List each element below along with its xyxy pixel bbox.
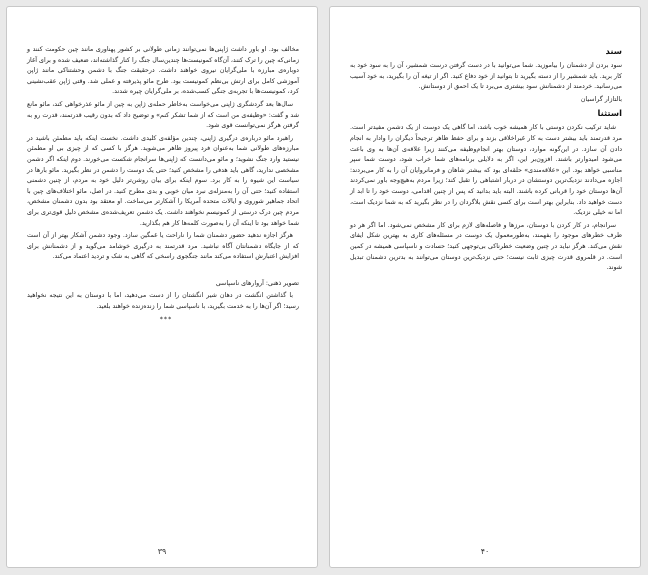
quote-author: بالتازار گراسیان	[580, 95, 622, 103]
left-page	[6, 6, 318, 568]
page-number: ۴۰	[480, 547, 490, 556]
right-page	[329, 6, 641, 568]
paragraph: شاید ترکیب نکردن دوستی با کار همیشه خوب باشد، اما گاهی یک دوست از یک دشمن مفیدتر است. مرد قدرتمند باید بیشتر دست به کار غیراخلاقی بزند و برای حفظ ظاهر ترجیحاً دیگران را وادار به انجام دادن آن سازد. در این‌گونه موارد، دوستان بهتر انجام‌وظیفه می‌کنند زیرا علاقه‌ی آن‌ها به وی باعث می‌شود امیدوارتر باشند. افزون‌بر این، اگر به دلایلی برنامه‌های شما خراب شود، دوست شما سپر مناسبی خواهد بود. این «علاقه‌مندی» حلقه‌ای بود که بیشتر شاهان و فرمانروایان آن را به کار می‌بردند: اجازه می‌دادند نزدیک‌ترین دوستشان در دربار اشتباهی را تقبل کند؛ زیرا مردم به‌هیچ‌وجه باور نمی‌کردند آن‌ها دوستان خود را قربانی کرده باشند. البته باید بدانید که پس از چنین اقدامی، دوست خود را تا ابد از دست خواهید داد. بنابراین بهتر است برای کسی نقش بلاگردان را در نظر بگیرید که به شما نزدیک است، اما نه خیلی نزدیک.	[350, 124, 622, 217]
right-page-content	[350, 45, 622, 276]
paragraph: هرگز اجازه ندهید حضور دشمنان شما را ناراحت یا غمگین سازد. وجود دشمن آشکار بهتر از آن است که از جایگاه دشمنانتان آگاه نباشید. مرد قدرتمند به درگیری خوشامد می‌گوید و از دشمنانش برای افزایش اعتبارش استفاده می‌کند مانند جنگجوی راسخی که گاهی به شک و تردید اعتماد می‌کند.	[27, 232, 299, 261]
paragraph: سود بردن از دشمنان را بیاموزید. شما می‌توانید با در دست گرفتن درست شمشیر، آن را به سود خود به کار برید. باید شمشیر را از دسته بگیرید تا بتوانید از خود دفاع کنید. اگر از تیغه آن را بگیرید، به خود آسیب می‌رسانید. خردمند از دشمنانش سود بیشتری می‌برد تا یک احمق از دوستانش.	[350, 62, 622, 91]
section-heading-authority: سند	[605, 46, 622, 56]
paragraph: راهبرد مائو درباره‌ی درگیری ژاپنی، چندین مؤلفه‌ی کلیدی داشت. نخست اینکه باید مطمئن باشید در مبارزه‌های طولانی شما به‌عنوان فرد پیروز ظاهر می‌شوید. هرگز با کسی که از چیزی بی او مطمئن نیستید وارد جنگ نشوید؛ و مائو می‌دانست که ژاپنی‌ها سرانجام شکست می‌خورند. دوم اینکه اگر دشمن مشخصی ندارید، گاهی باید هدفی را مشخص کنید؛ حتی یک دوست را دشمن در نظر بگیرید. مائو بارها در سیاست این شیوه را به کار برد. سوم اینکه برای بیان روشن‌تر دلیل خود به مردم، از چنین دشمنی استفاده کنید؛ حتی آن را به‌منزله‌ی نبرد میان خوبی و بدی مطرح کنید. در اصل، مائو اختلاف‌های چین با اتحاد جماهیر شوروی و ایالات متحده آمریکا را آشکارتر می‌ساخت. او معتقد بود بدون دشمنان مشخص، مردم چین درک درستی از کمونیسم نخواهند داشت. یک دشمن تعریف‌شده‌ی مشخص دلیل قوی‌تری برای شما خواهد بود تا اینکه آن را به‌صورت کلمه‌ها کار هم بگذارید.	[27, 134, 299, 227]
section-heading-exception: استثنا	[597, 108, 622, 119]
page-number: ۳۹	[157, 547, 167, 556]
image-caption-heading: تصویر ذهنی: آروارهای ناسپاسی	[215, 279, 299, 287]
section-separator: ***	[159, 315, 173, 323]
paragraph: با گذاشتن انگشت در دهان شیر انگشتان را از دست می‌دهید، اما با دوستان به این نتیجه نخواهید رسید؛ اگر آن‌ها را به خدمت بگیرید، با ناسپاسی شما را زنده‌زنده خواهند بلعید.	[27, 292, 299, 311]
paragraph: سال‌ها بعد گردشگری ژاپنی می‌خواست به‌خاطر حمله‌ی ژاپن به چین از مائو عذرخواهی کند، مائو مانع شد و گفت: «وظیفه‌ی من است که از شما تشکر کنم» و توضیح داد که بدون رقیب قدرتمند، قدرت رو به گرفتن هرگز نمی‌توانست قوی شود.	[27, 100, 299, 130]
spacer	[27, 265, 299, 279]
paragraph: سرانجام، در کار کردن با دوستان، مرزها و فاصله‌های لازم برای کار مشخص نمی‌شود. اما اگر هر دو طرف خطرهای موجود را بفهمند، به‌طورمعمول یک دوست در مسئله‌های کاری به بهترین شکل ایفای نقش می‌کند. هرگز نباید در چنین وضعیت خطرناکی بی‌توجهی کنید؛ حسادت و ناسپاسی همیشه در کمین است. در قلمروی قدرت چیزی ثابت نیست؛ حتی نزدیک‌ترین دوستان می‌توانند به بدترین دشمنان تبدیل شوند.	[350, 221, 622, 272]
paragraph: مخالف بود. او باور داشت ژاپنی‌ها نمی‌توانند زمانی طولانی بر کشور پهناوری مانند چین حکومت کنند و زمانی‌که چین را ترک کنند، آن‌گاه کمونیست‌ها چندین‌سال جنگ را کنار گذاشته‌اند، ضعیف شده و برای آغاز دوباره‌ی مبارزه با ملی‌گرایان نیروی خواهند داشت. درحقیقت جنگ با دشمن وحشتناکی مانند ژاپن آموزشی کامل برای ارتش بی‌نظم کمونیست بود. طرح مائو پذیرفته و عملی شد. وقتی ژاپن عقب‌نشینی کرد، کمونیست‌ها با تجربه‌ی جنگی کسب‌شده، بر ملی‌گرایان چیره شدند.	[27, 46, 299, 96]
left-page-content	[27, 45, 299, 327]
